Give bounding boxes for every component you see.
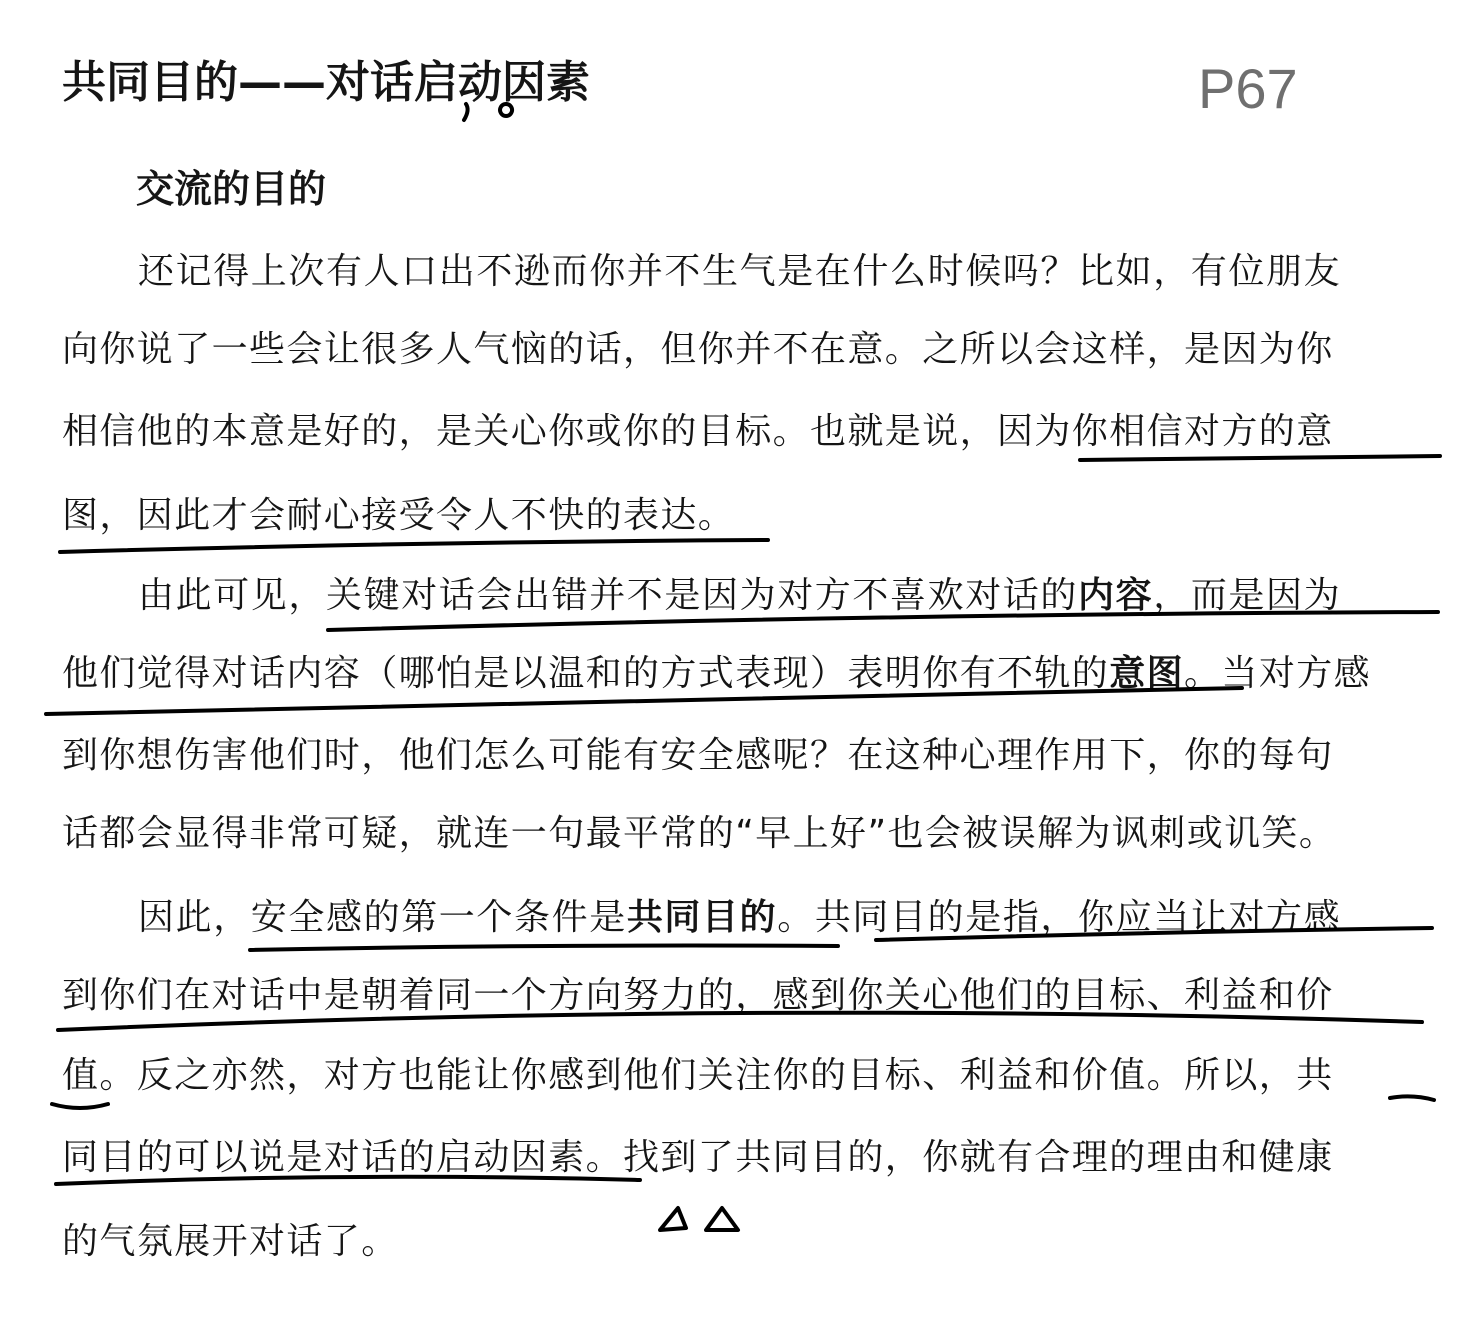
paragraph-2-line-1 xyxy=(138,575,1342,616)
paragraph-1-line-2: 向你说了一些会让很多人气恼的话，但你并不在意。之所以会这样，是因为你 xyxy=(62,329,1334,370)
bold-term-shared-purpose: 共同目的 xyxy=(626,897,778,938)
handwritten-triangle-mark xyxy=(706,1208,738,1230)
underline-p3-line1a xyxy=(250,946,838,951)
page-number: P67 xyxy=(1198,57,1298,120)
underline-p3-line3-end xyxy=(1390,1096,1434,1100)
paragraph-3-line-3: 值。反之亦然，对方也能让你感到他们关注你的目标、利益和价值。所以，共 xyxy=(62,1055,1334,1096)
text-run: 。共同目的是指，你应当让对方感 xyxy=(777,897,1342,938)
paragraph-1-line-3: 相信他的本意是好的，是关心你或你的目标。也就是说，因为你相信对方的意 xyxy=(62,411,1334,452)
paragraph-3-line-5: 的气氛展开对话了。 xyxy=(62,1221,399,1262)
paragraph-1-line-4: 图，因此才会耐心接受令人不快的表达。 xyxy=(62,495,736,536)
text-run: 由此可见，关键对话会出错并不是因为对方不喜欢对话的 xyxy=(138,575,1079,616)
paragraph-2-line-2 xyxy=(62,653,1372,694)
underline-p3-line3-start xyxy=(52,1104,108,1108)
paragraph-2-line-3: 到你想伤害他们时，他们怎么可能有安全感呢？在这种心理作用下，你的每句 xyxy=(62,735,1334,776)
text-run: 他们觉得对话内容（哪怕是以温和的方式表现）表明你有不轨的 xyxy=(62,653,1110,694)
underline-p1-line4 xyxy=(60,540,768,552)
underline-p1-line3 xyxy=(1080,456,1440,460)
handwritten-triangle-mark xyxy=(660,1208,686,1230)
bold-term-intent: 意图 xyxy=(1109,653,1185,694)
paragraph-3-line-2: 到你们在对话中是朝着同一个方向努力的，感到你关心他们的目标、利益和价 xyxy=(62,975,1334,1016)
text-run: 。当对方感 xyxy=(1184,653,1372,694)
paragraph-2-line-4: 话都会显得非常可疑，就连一句最平常的“早上好”也会被误解为讽刺或讥笑。 xyxy=(62,813,1337,854)
paragraph-3-line-4: 同目的可以说是对话的启动因素。找到了共同目的，你就有合理的理由和健康 xyxy=(62,1137,1334,1178)
bold-term-content: 内容 xyxy=(1078,575,1154,616)
page-title: 共同目的——对话启动因素 xyxy=(62,57,590,108)
section-heading: 交流的目的 xyxy=(136,167,327,211)
paragraph-3-line-1 xyxy=(138,897,1342,938)
text-run: 因此，安全感的第一个条件是 xyxy=(138,897,627,938)
text-run: ，而是因为 xyxy=(1153,575,1342,616)
paragraph-1-line-1: 还记得上次有人口出不逊而你并不生气是在什么时候吗？比如，有位朋友 xyxy=(138,251,1342,292)
